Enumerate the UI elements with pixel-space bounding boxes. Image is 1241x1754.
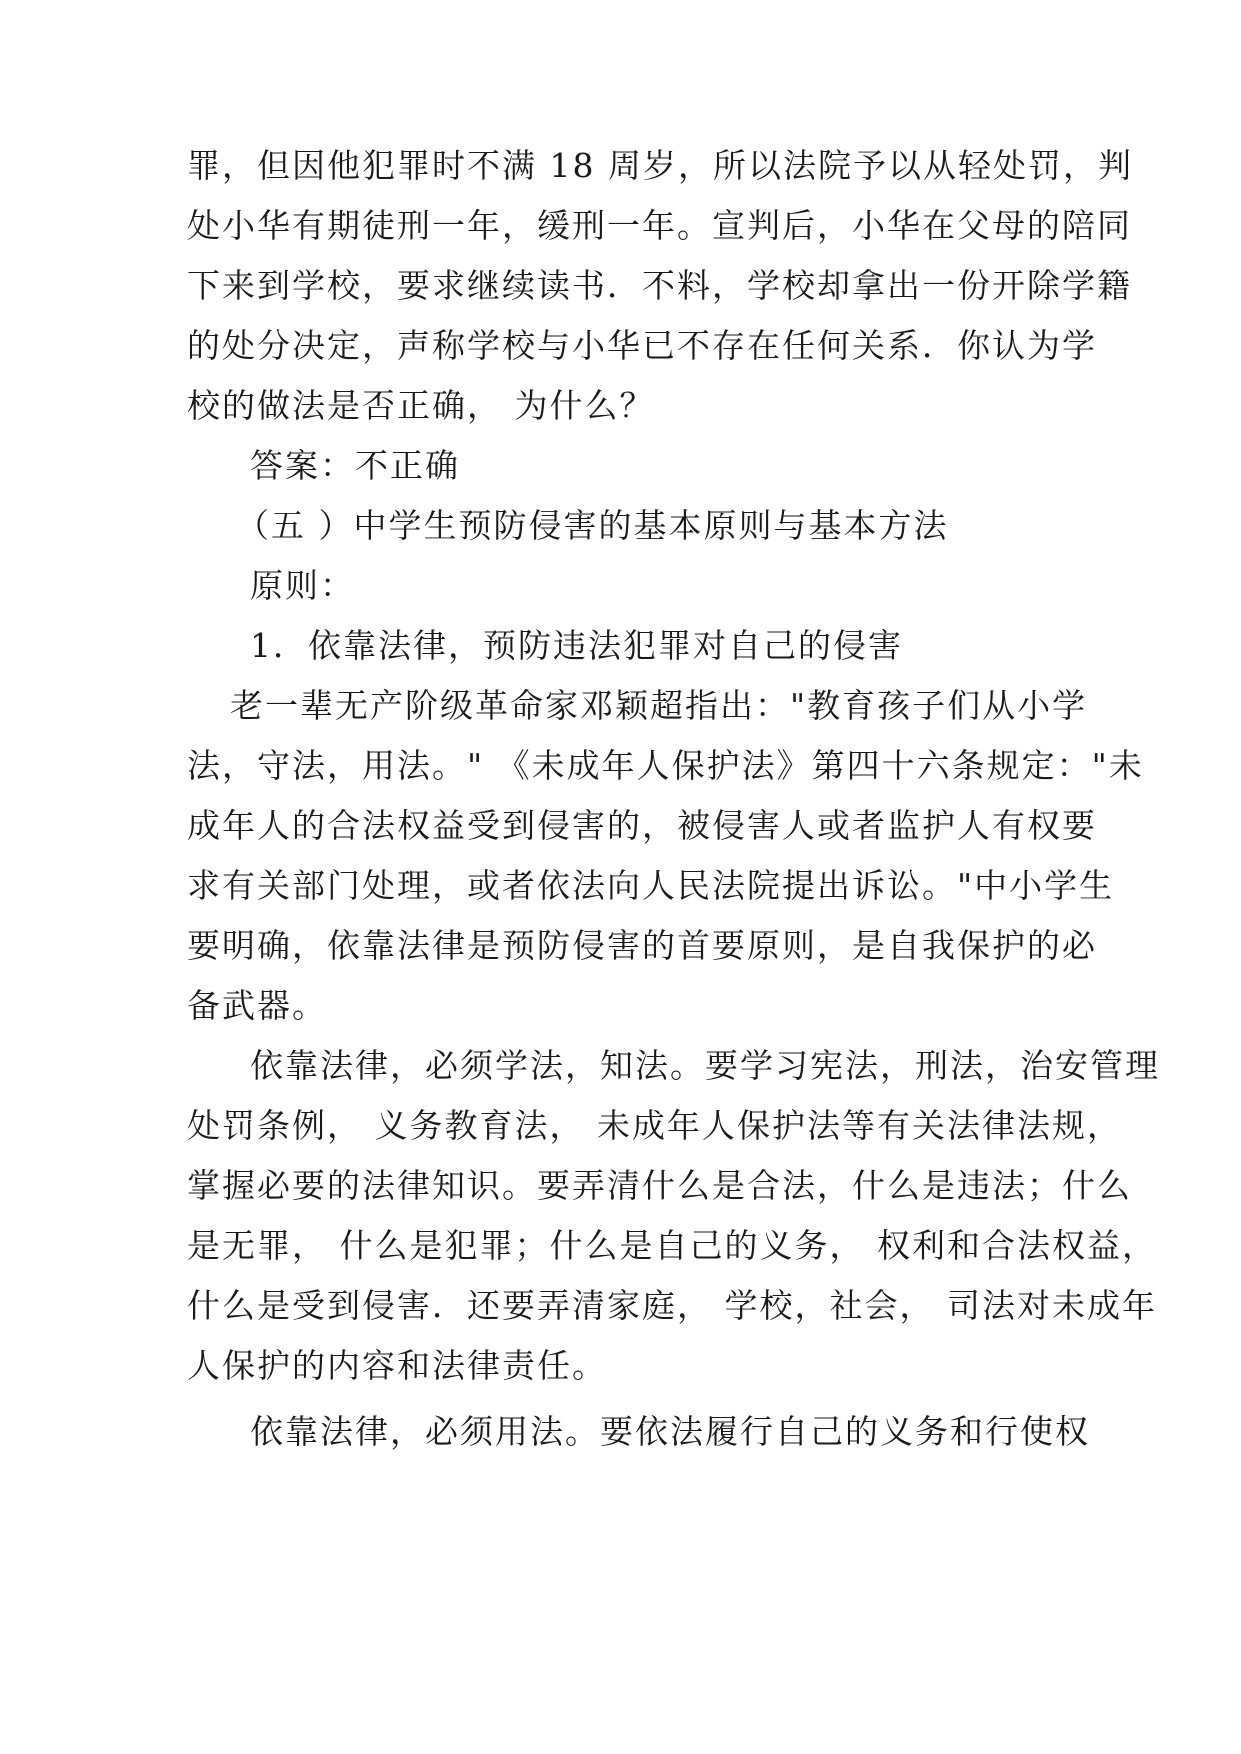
principle-item-1: 1．依靠法律，预防违法犯罪对自己的侵害 <box>250 626 903 665</box>
paragraph-line: 处小华有期徒刑一年，缓刑一年。宣判后，小华在父母的陪同 <box>187 206 1132 245</box>
paragraph-line: 求有关部门处理，或者依法向人民法院提出诉讼。"中小学生 <box>187 866 1115 905</box>
paragraph-line: 什么是受到侵害．还要弄清家庭， 学校，社会， 司法对未成年 <box>187 1286 1157 1325</box>
paragraph-line: 法，守法，用法。" 《未成年人保护法》第四十六条规定："未 <box>187 746 1144 785</box>
answer-line: 答案：不正确 <box>250 446 460 485</box>
section-heading: （五 ）中学生预防侵害的基本原则与基本方法 <box>236 506 949 545</box>
paragraph-line: 备武器。 <box>187 986 327 1025</box>
paragraph-line: 依靠法律，必须学法，知法。要学习宪法，刑法，治安管理 <box>250 1046 1160 1085</box>
paragraph-line: 罪，但因他犯罪时不满 18 周岁，所以法院予以从轻处罚，判 <box>187 146 1133 185</box>
paragraph-line: 成年人的合法权益受到侵害的，被侵害人或者监护人有权要 <box>187 806 1097 845</box>
paragraph-line: 要明确，依靠法律是预防侵害的首要原则，是自我保护的必 <box>187 926 1097 965</box>
paragraph-line: 掌握必要的法律知识。要弄清什么是合法，什么是违法；什么 <box>187 1166 1132 1205</box>
paragraph-line: 处罚条例， 义务教育法， 未成年人保护法等有关法律法规， <box>187 1106 1122 1145</box>
paragraph-line: 是无罪， 什么是犯罪；什么是自己的义务， 权利和合法权益， <box>187 1226 1157 1265</box>
paragraph-line: 依靠法律，必须用法。要依法履行自己的义务和行使权 <box>250 1412 1090 1451</box>
paragraph-line: 人保护的内容和法律责任。 <box>187 1346 607 1385</box>
subheading-principles: 原则： <box>250 566 355 605</box>
paragraph-line: 校的做法是否正确， 为什么？ <box>187 386 655 425</box>
paragraph-line: 老一辈无产阶级革命家邓颖超指出："教育孩子们从小学 <box>230 686 1088 725</box>
paragraph-line: 下来到学校，要求继续读书．不料，学校却拿出一份开除学籍 <box>187 266 1132 305</box>
paragraph-line: 的处分决定，声称学校与小华已不存在任何关系．你认为学 <box>187 326 1097 365</box>
